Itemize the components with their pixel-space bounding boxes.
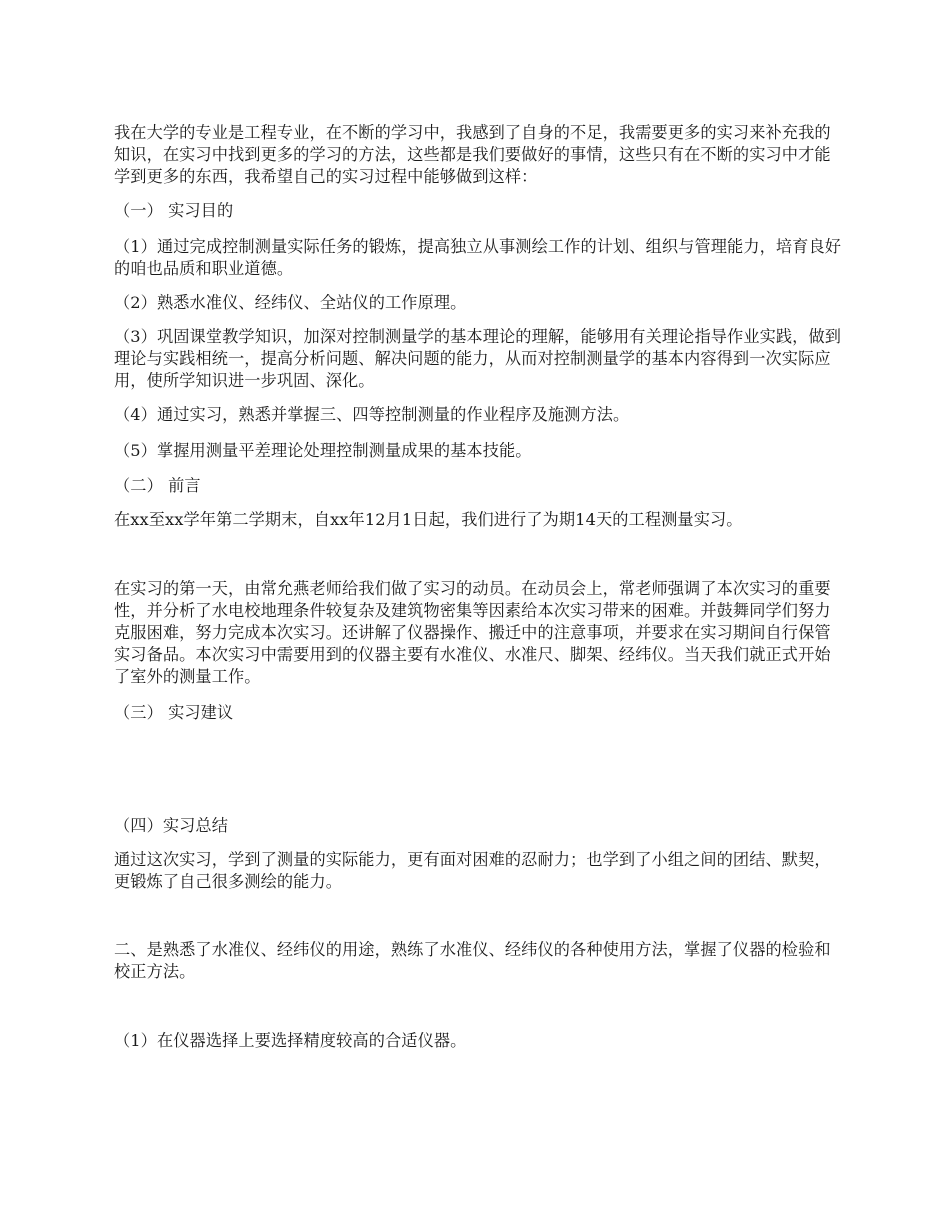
summary-paragraph: 通过这次实习，学到了测量的实际能力，更有面对困难的忍耐力；也学到了小组之间的团结、默契，更锻炼了自己很多测绘的能力。 bbox=[114, 850, 831, 891]
goal-item-3: （3）巩固课堂教学知识，加深对控制测量学的基本理论的理解，能够用有关理论指导作业实践，做到理论与实践相统一，提高分析问题、解决问题的能力，从而对控制测量学的基本内容得到一次实际应用，使所学知识进一步巩固、深化。 bbox=[114, 327, 842, 390]
preface-paragraph: 在xx至xx学年第二学期末，自xx年12月1日起，我们进行了为期14天的工程测量实习。 bbox=[114, 510, 743, 529]
document-page bbox=[114, 122, 844, 1052]
heading-suggestions: （三） 实习建议 bbox=[114, 703, 234, 722]
goal-item-5: （5）掌握用测量平差理论处理控制测量成果的基本技能。 bbox=[114, 441, 532, 460]
heading-internship-goals: （一） 实习目的 bbox=[114, 201, 234, 220]
intro-paragraph: 我在大学的专业是工程专业，在不断的学习中，我感到了自身的不足，我需要更多的实习来补充我的知识，在实习中找到更多的学习的方法，这些都是我们要做好的事情，这些只有在不断的实习中才能学到更多的东西，我希望自己的实习过程中能够做到这样： bbox=[114, 123, 831, 186]
second-point-paragraph: 二、是熟悉了水准仪、经纬仪的用途，熟练了水准仪、经纬仪的各种使用方法，掌握了仪器的检验和校正方法。 bbox=[114, 940, 831, 981]
goal-item-1: （1）通过完成控制测量实际任务的锻炼，提高独立从事测绘工作的计划、组织与管理能力，培育良好的咱也品质和职业道德。 bbox=[114, 237, 842, 278]
heading-summary: （四）实习总结 bbox=[114, 816, 229, 835]
goal-item-4: （4）通过实习，熟悉并掌握三、四等控制测量的作业程序及施测方法。 bbox=[114, 405, 630, 424]
heading-preface: （二） 前言 bbox=[114, 476, 201, 495]
suggestion-item-1: （1）在仪器选择上要选择精度较高的合适仪器。 bbox=[114, 1031, 467, 1050]
first-day-paragraph: 在实习的第一天，由常允燕老师给我们做了实习的动员。在动员会上，常老师强调了本次实习的重要性，并分析了水电校地理条件较复杂及建筑物密集等因素给本次实习带来的困难。并鼓舞同学们努力克服困难，努力完成本次实习。还讲解了仪器操作、搬迁中的注意事项，并要求在实习期间自行保管实习备品。本次实习中需要用到的仪器主要有水准仪、水准尺、脚架、经纬仪。当天我们就正式开始了室外的测量工作。 bbox=[114, 579, 831, 686]
goal-item-2: （2）熟悉水准仪、经纬仪、全站仪的工作原理。 bbox=[114, 293, 467, 312]
